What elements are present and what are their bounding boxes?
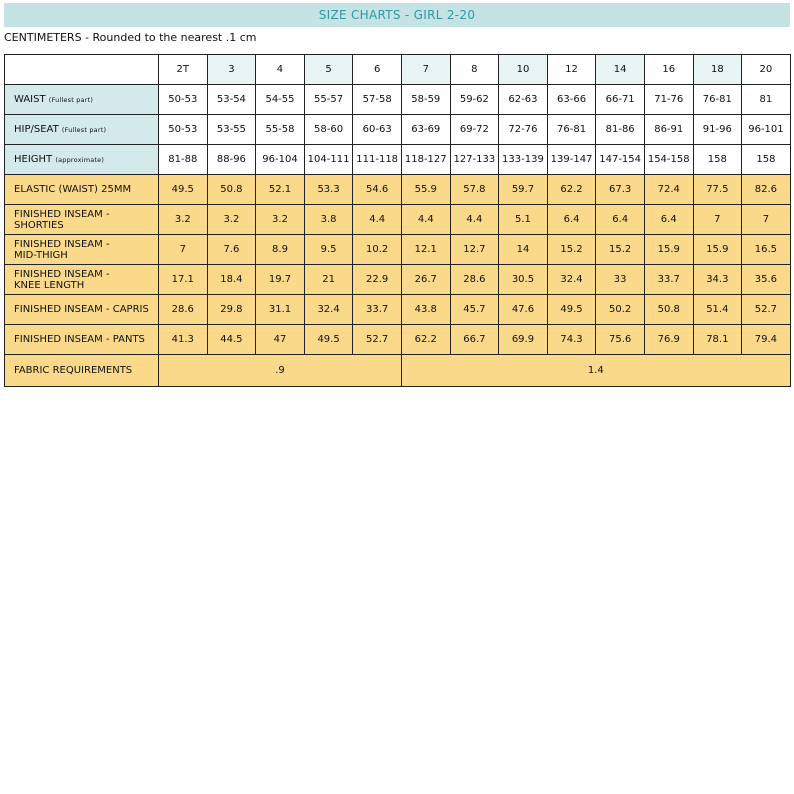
row-label: FABRIC REQUIREMENTS xyxy=(5,355,159,387)
size-header-cell: 14 xyxy=(596,55,645,85)
table-cell: 158 xyxy=(693,145,742,175)
inseam-shorties-row xyxy=(5,205,791,235)
row-label-note: (approximate) xyxy=(55,155,105,164)
table-cell: 43.8 xyxy=(401,295,450,325)
table-cell: 3.2 xyxy=(256,205,305,235)
table-cell: 50.8 xyxy=(644,295,693,325)
table-cell: 51.4 xyxy=(693,295,742,325)
table-cell: 69-72 xyxy=(450,115,499,145)
table-cell: 59-62 xyxy=(450,85,499,115)
row-label-text: WAIST xyxy=(14,93,46,105)
table-cell: 81-86 xyxy=(596,115,645,145)
row-label: FINISHED INSEAM - PANTS xyxy=(5,325,159,355)
table-cell: 66.7 xyxy=(450,325,499,355)
table-cell: 54-55 xyxy=(256,85,305,115)
hip-seat-row xyxy=(5,115,791,145)
table-cell: 79.4 xyxy=(742,325,791,355)
table-cell: 3.2 xyxy=(159,205,208,235)
table-cell: 6.4 xyxy=(596,205,645,235)
table-cell: 75.6 xyxy=(596,325,645,355)
table-cell: 66-71 xyxy=(596,85,645,115)
fabric-requirements-row xyxy=(5,355,791,387)
table-cell: 78.1 xyxy=(693,325,742,355)
table-cell: 63-66 xyxy=(547,85,596,115)
row-label-text: HEIGHT xyxy=(14,153,53,165)
table-cell: 62-63 xyxy=(499,85,548,115)
fabric-large-sizes-cell: 1.4 xyxy=(401,355,790,387)
units-note xyxy=(4,31,257,45)
table-cell: 72.4 xyxy=(644,175,693,205)
size-header-cell: 3 xyxy=(207,55,256,85)
table-cell: 59.7 xyxy=(499,175,548,205)
table-cell: 111-118 xyxy=(353,145,402,175)
table-cell: 49.5 xyxy=(304,325,353,355)
table-cell: 139-147 xyxy=(547,145,596,175)
page-title: SIZE CHARTS - GIRL 2-20 xyxy=(4,3,790,27)
table-cell: 118-127 xyxy=(401,145,450,175)
inseam-capris-row xyxy=(5,295,791,325)
table-cell: 55-57 xyxy=(304,85,353,115)
table-cell: 35.6 xyxy=(742,265,791,295)
row-label: ELASTIC (WAIST) 25MM xyxy=(5,175,159,205)
size-header-cell: 12 xyxy=(547,55,596,85)
table-cell: 57.8 xyxy=(450,175,499,205)
row-label xyxy=(5,85,159,115)
table-cell: 6.4 xyxy=(644,205,693,235)
size-header-cell: 8 xyxy=(450,55,499,85)
table-cell: 63-69 xyxy=(401,115,450,145)
row-label xyxy=(5,145,159,175)
table-cell: 15.9 xyxy=(693,235,742,265)
table-cell: 10.2 xyxy=(353,235,402,265)
corner-cell xyxy=(5,55,159,85)
table-cell: 82.6 xyxy=(742,175,791,205)
row-label xyxy=(5,115,159,145)
table-cell: 5.1 xyxy=(499,205,548,235)
table-cell: 50-53 xyxy=(159,85,208,115)
units-label: CENTIMETERS xyxy=(4,31,82,44)
table-cell: 18.4 xyxy=(207,265,256,295)
size-chart-table xyxy=(4,54,791,387)
table-cell: 58-60 xyxy=(304,115,353,145)
table-cell: 52.1 xyxy=(256,175,305,205)
table-cell: 133-139 xyxy=(499,145,548,175)
table-cell: 47 xyxy=(256,325,305,355)
table-cell: 26.7 xyxy=(401,265,450,295)
row-label-note: (Fullest part) xyxy=(61,125,107,134)
elastic-waist-row xyxy=(5,175,791,205)
table-cell: 53-55 xyxy=(207,115,256,145)
table-cell: 62.2 xyxy=(547,175,596,205)
table-cell: 4.4 xyxy=(401,205,450,235)
inseam-mid-thigh-row xyxy=(5,235,791,265)
table-cell: 53-54 xyxy=(207,85,256,115)
table-cell: 28.6 xyxy=(450,265,499,295)
table-cell: 44.5 xyxy=(207,325,256,355)
table-cell: 19.7 xyxy=(256,265,305,295)
table-cell: 12.1 xyxy=(401,235,450,265)
table-cell: 7 xyxy=(693,205,742,235)
table-cell: 52.7 xyxy=(742,295,791,325)
table-cell: 22.9 xyxy=(353,265,402,295)
table-cell: 31.1 xyxy=(256,295,305,325)
inseam-pants-row xyxy=(5,325,791,355)
table-cell: 147-154 xyxy=(596,145,645,175)
inseam-knee-length-row xyxy=(5,265,791,295)
table-cell: 9.5 xyxy=(304,235,353,265)
table-cell: 45.7 xyxy=(450,295,499,325)
table-cell: 62.2 xyxy=(401,325,450,355)
fabric-small-sizes-cell: .9 xyxy=(159,355,402,387)
table-cell: 49.5 xyxy=(159,175,208,205)
size-header-cell: 4 xyxy=(256,55,305,85)
size-header-cell: 16 xyxy=(644,55,693,85)
table-cell: 15.9 xyxy=(644,235,693,265)
row-label-text: HIP/SEAT xyxy=(14,123,59,135)
row-label-text-line2: KNEE LENGTH xyxy=(14,279,85,291)
table-cell: 76.9 xyxy=(644,325,693,355)
table-cell: 50-53 xyxy=(159,115,208,145)
row-label-text-line2: MID-THIGH xyxy=(14,249,68,261)
table-cell: 7 xyxy=(742,205,791,235)
table-cell: 30.5 xyxy=(499,265,548,295)
table-cell: 32.4 xyxy=(547,265,596,295)
row-label: FINISHED INSEAM - SHORTIES xyxy=(5,205,159,235)
table-cell: 52.7 xyxy=(353,325,402,355)
table-cell: 50.2 xyxy=(596,295,645,325)
table-cell: 88-96 xyxy=(207,145,256,175)
size-header-cell: 6 xyxy=(353,55,402,85)
row-label-note: (Fullest part) xyxy=(48,95,94,104)
row-label-text: FINISHED INSEAM - xyxy=(14,238,110,250)
size-header-cell: 2T xyxy=(159,55,208,85)
table-cell: 7.6 xyxy=(207,235,256,265)
table-cell: 158 xyxy=(742,145,791,175)
table-cell: 3.2 xyxy=(207,205,256,235)
table-cell: 3.8 xyxy=(304,205,353,235)
row-label-text: FINISHED INSEAM - xyxy=(14,268,110,280)
table-cell: 77.5 xyxy=(693,175,742,205)
table-cell: 81 xyxy=(742,85,791,115)
table-cell: 96-104 xyxy=(256,145,305,175)
row-label xyxy=(5,265,159,295)
table-cell: 47.6 xyxy=(499,295,548,325)
table-cell: 67.3 xyxy=(596,175,645,205)
row-label: FINISHED INSEAM - CAPRIS xyxy=(5,295,159,325)
size-header-cell: 5 xyxy=(304,55,353,85)
table-cell: 74.3 xyxy=(547,325,596,355)
table-cell: 71-76 xyxy=(644,85,693,115)
table-cell: 34.3 xyxy=(693,265,742,295)
table-cell: 4.4 xyxy=(450,205,499,235)
table-cell: 12.7 xyxy=(450,235,499,265)
table-cell: 86-91 xyxy=(644,115,693,145)
table-cell: 33.7 xyxy=(353,295,402,325)
table-cell: 104-111 xyxy=(304,145,353,175)
table-cell: 15.2 xyxy=(596,235,645,265)
table-cell: 72-76 xyxy=(499,115,548,145)
table-cell: 6.4 xyxy=(547,205,596,235)
size-header-cell: 7 xyxy=(401,55,450,85)
height-row xyxy=(5,145,791,175)
waist-row xyxy=(5,85,791,115)
table-cell: 14 xyxy=(499,235,548,265)
size-header-cell: 10 xyxy=(499,55,548,85)
table-cell: 53.3 xyxy=(304,175,353,205)
table-cell: 4.4 xyxy=(353,205,402,235)
table-cell: 76-81 xyxy=(693,85,742,115)
size-header-row xyxy=(5,55,791,85)
table-cell: 16.5 xyxy=(742,235,791,265)
table-cell: 96-101 xyxy=(742,115,791,145)
table-cell: 81-88 xyxy=(159,145,208,175)
table-cell: 91-96 xyxy=(693,115,742,145)
table-cell: 29.8 xyxy=(207,295,256,325)
units-rounding-note: - Rounded to the nearest .1 cm xyxy=(81,31,257,44)
table-cell: 41.3 xyxy=(159,325,208,355)
table-cell: 28.6 xyxy=(159,295,208,325)
table-cell: 32.4 xyxy=(304,295,353,325)
table-cell: 58-59 xyxy=(401,85,450,115)
table-cell: 60-63 xyxy=(353,115,402,145)
table-cell: 50.8 xyxy=(207,175,256,205)
table-cell: 21 xyxy=(304,265,353,295)
table-cell: 57-58 xyxy=(353,85,402,115)
table-cell: 49.5 xyxy=(547,295,596,325)
table-cell: 7 xyxy=(159,235,208,265)
table-cell: 76-81 xyxy=(547,115,596,145)
row-label xyxy=(5,235,159,265)
table-cell: 54.6 xyxy=(353,175,402,205)
table-cell: 55-58 xyxy=(256,115,305,145)
size-header-cell: 20 xyxy=(742,55,791,85)
table-cell: 33.7 xyxy=(644,265,693,295)
table-cell: 55.9 xyxy=(401,175,450,205)
table-cell: 127-133 xyxy=(450,145,499,175)
table-cell: 17.1 xyxy=(159,265,208,295)
table-cell: 154-158 xyxy=(644,145,693,175)
size-header-cell: 18 xyxy=(693,55,742,85)
table-cell: 33 xyxy=(596,265,645,295)
table-cell: 15.2 xyxy=(547,235,596,265)
table-cell: 8.9 xyxy=(256,235,305,265)
table-cell: 69.9 xyxy=(499,325,548,355)
